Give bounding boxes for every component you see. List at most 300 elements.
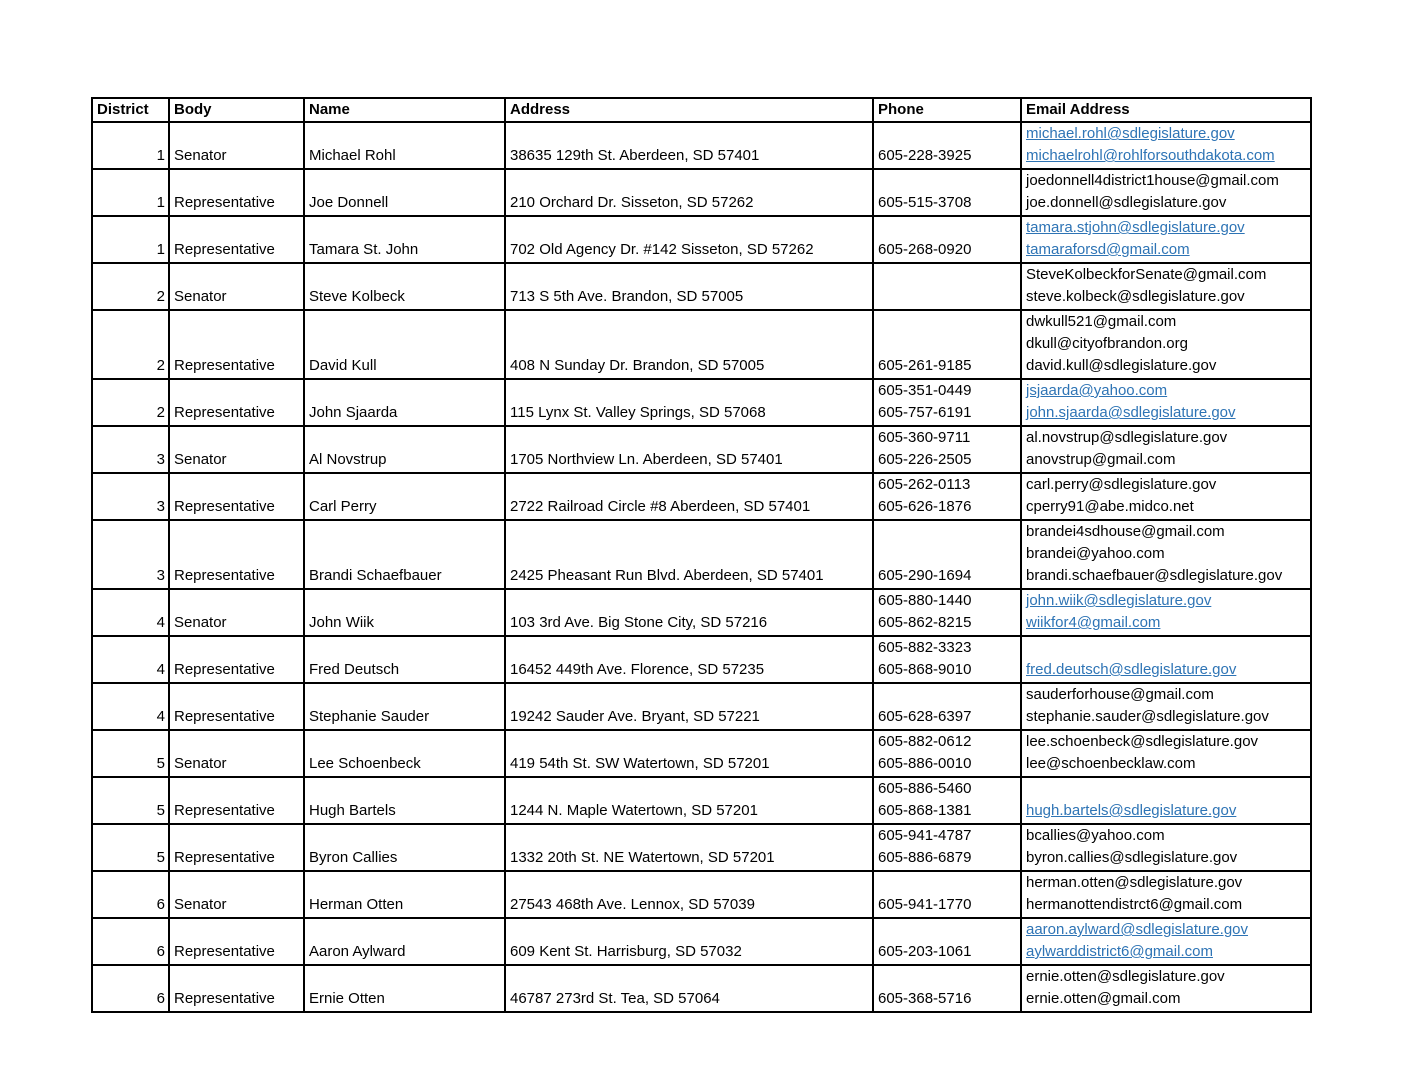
email-line xyxy=(1026,217,1307,239)
name-cell xyxy=(304,871,505,918)
district-value: 6 xyxy=(156,943,165,960)
name-cell xyxy=(304,918,505,965)
email-line xyxy=(1026,449,1307,471)
email-text: brandei4sdhouse@gmail.com xyxy=(1026,523,1225,540)
table-row xyxy=(92,589,1311,636)
body-value: Senator xyxy=(174,614,227,631)
district-cell xyxy=(92,379,169,426)
table-row xyxy=(92,216,1311,263)
body-cell xyxy=(169,473,304,520)
name-value: Byron Callies xyxy=(309,849,398,866)
email-text: ernie.otten@sdlegislature.gov xyxy=(1026,968,1225,985)
email-cell xyxy=(1021,871,1311,918)
body-value: Representative xyxy=(174,661,275,678)
address-cell xyxy=(505,824,873,871)
email-text: brandi.schaefbauer@sdlegislature.gov xyxy=(1026,567,1283,584)
body-cell xyxy=(169,683,304,730)
email-cell xyxy=(1021,169,1311,216)
email-cell xyxy=(1021,263,1311,310)
district-value: 5 xyxy=(156,802,165,819)
table-row xyxy=(92,730,1311,777)
district-value: 2 xyxy=(156,404,165,421)
email-line xyxy=(1026,355,1307,377)
phone-value: 605-262-0113 xyxy=(878,476,971,493)
phone-cell xyxy=(873,310,1021,379)
email-text: lee.schoenbeck@sdlegislature.gov xyxy=(1026,733,1259,750)
district-value: 1 xyxy=(156,194,165,211)
body-value: Senator xyxy=(174,147,227,164)
table-row xyxy=(92,918,1311,965)
email-link[interactable]: hugh.bartels@sdlegislature.gov xyxy=(1026,802,1237,819)
phone-value: 605-351-0449 xyxy=(878,382,972,399)
body-value: Senator xyxy=(174,755,227,772)
email-line xyxy=(1026,123,1307,145)
phone-value: 605-515-3708 xyxy=(878,194,972,211)
district-cell xyxy=(92,824,169,871)
email-line xyxy=(1026,543,1307,565)
name-cell xyxy=(304,122,505,169)
email-cell xyxy=(1021,824,1311,871)
email-text: herman.otten@sdlegislature.gov xyxy=(1026,874,1243,891)
district-value: 6 xyxy=(156,896,165,913)
name-value: Aaron Aylward xyxy=(309,943,406,960)
table-row xyxy=(92,122,1311,169)
email-cell xyxy=(1021,379,1311,426)
email-line xyxy=(1026,521,1307,543)
district-cell xyxy=(92,310,169,379)
body-value: Senator xyxy=(174,896,227,913)
phone-cell xyxy=(873,871,1021,918)
email-link[interactable]: fred.deutsch@sdlegislature.gov xyxy=(1026,661,1237,678)
email-text: joe.donnell@sdlegislature.gov xyxy=(1026,194,1227,211)
address-cell xyxy=(505,216,873,263)
name-value: Fred Deutsch xyxy=(309,661,400,678)
district-cell xyxy=(92,520,169,589)
body-cell xyxy=(169,216,304,263)
email-text: ernie.otten@gmail.com xyxy=(1026,990,1181,1007)
email-text: byron.callies@sdlegislature.gov xyxy=(1026,849,1238,866)
body-cell xyxy=(169,636,304,683)
name-value: John Sjaarda xyxy=(309,404,398,421)
email-text: anovstrup@gmail.com xyxy=(1026,451,1176,468)
phone-value: 605-628-6397 xyxy=(878,708,972,725)
email-cell xyxy=(1021,965,1311,1012)
email-text: carl.perry@sdlegislature.gov xyxy=(1026,476,1217,493)
phone-cell xyxy=(873,379,1021,426)
district-cell xyxy=(92,965,169,1012)
district-cell xyxy=(92,426,169,473)
email-text: SteveKolbeckforSenate@gmail.com xyxy=(1026,266,1267,283)
name-value: Michael Rohl xyxy=(309,147,396,164)
address-value: 210 Orchard Dr. Sisseton, SD 57262 xyxy=(510,194,754,211)
district-value: 2 xyxy=(156,288,165,305)
email-text: joedonnell4district1house@gmail.com xyxy=(1026,172,1279,189)
address-cell xyxy=(505,589,873,636)
email-line xyxy=(1026,941,1307,963)
phone-cell xyxy=(873,918,1021,965)
name-value: Brandi Schaefbauer xyxy=(309,567,442,584)
name-cell xyxy=(304,824,505,871)
phone-value: 605-261-9185 xyxy=(878,357,972,374)
phone-value: 605-360-9711 xyxy=(878,429,971,446)
district-cell xyxy=(92,169,169,216)
email-link[interactable]: aaron.aylward@sdlegislature.gov xyxy=(1026,921,1249,938)
address-cell xyxy=(505,730,873,777)
address-value: 16452 449th Ave. Florence, SD 57235 xyxy=(510,661,765,678)
name-value: Carl Perry xyxy=(309,498,377,515)
address-value: 609 Kent St. Harrisburg, SD 57032 xyxy=(510,943,742,960)
spreadsheet-page xyxy=(91,97,1312,1013)
name-value: Al Novstrup xyxy=(309,451,387,468)
email-line xyxy=(1026,264,1307,286)
phone-value: 605-268-0920 xyxy=(878,241,972,258)
name-cell xyxy=(304,169,505,216)
phone-value: 605-886-6879 xyxy=(878,849,972,866)
body-cell xyxy=(169,730,304,777)
legislators-table xyxy=(91,97,1312,1013)
address-cell xyxy=(505,122,873,169)
phone-cell xyxy=(873,216,1021,263)
district-cell xyxy=(92,918,169,965)
name-value: Lee Schoenbeck xyxy=(309,755,421,772)
email-cell xyxy=(1021,216,1311,263)
table-row xyxy=(92,426,1311,473)
address-value: 19242 Sauder Ave. Bryant, SD 57221 xyxy=(510,708,760,725)
name-cell xyxy=(304,426,505,473)
name-cell xyxy=(304,965,505,1012)
district-value: 4 xyxy=(156,614,165,631)
email-line xyxy=(1026,778,1307,800)
email-line xyxy=(1026,192,1307,214)
district-cell xyxy=(92,263,169,310)
table-row xyxy=(92,683,1311,730)
name-value: Steve Kolbeck xyxy=(309,288,405,305)
district-value: 6 xyxy=(156,990,165,1007)
address-cell xyxy=(505,169,873,216)
table-row xyxy=(92,520,1311,589)
email-link[interactable]: john.sjaarda@sdlegislature.gov xyxy=(1026,404,1236,421)
header-row xyxy=(92,98,1311,122)
phone-cell xyxy=(873,122,1021,169)
address-value: 713 S 5th Ave. Brandon, SD 57005 xyxy=(510,288,744,305)
email-text: lee@schoenbecklaw.com xyxy=(1026,755,1196,772)
district-cell xyxy=(92,216,169,263)
body-cell xyxy=(169,871,304,918)
name-value: Tamara St. John xyxy=(309,241,419,258)
address-cell xyxy=(505,871,873,918)
phone-value: 605-226-2505 xyxy=(878,451,972,468)
district-value: 3 xyxy=(156,567,165,584)
phone-cell xyxy=(873,473,1021,520)
table-row xyxy=(92,310,1311,379)
name-cell xyxy=(304,589,505,636)
email-text: steve.kolbeck@sdlegislature.gov xyxy=(1026,288,1245,305)
name-cell xyxy=(304,683,505,730)
district-cell xyxy=(92,589,169,636)
phone-value: 605-626-1876 xyxy=(878,498,972,515)
column-header-name: Name xyxy=(304,98,505,122)
phone-cell xyxy=(873,263,1021,310)
email-link[interactable]: michaelrohl@rohlforsouthdakota.com xyxy=(1026,147,1275,164)
name-cell xyxy=(304,777,505,824)
phone-cell xyxy=(873,683,1021,730)
body-value: Representative xyxy=(174,357,275,374)
email-line xyxy=(1026,847,1307,869)
table-row xyxy=(92,824,1311,871)
email-cell xyxy=(1021,589,1311,636)
address-value: 103 3rd Ave. Big Stone City, SD 57216 xyxy=(510,614,768,631)
email-cell xyxy=(1021,473,1311,520)
phone-value: 605-203-1061 xyxy=(878,943,972,960)
address-value: 115 Lynx St. Valley Springs, SD 57068 xyxy=(510,404,766,421)
phone-value: 605-886-5460 xyxy=(878,780,972,797)
email-link[interactable]: wiikfor4@gmail.com xyxy=(1026,614,1161,631)
email-link[interactable]: tamara.stjohn@sdlegislature.gov xyxy=(1026,219,1245,236)
email-line xyxy=(1026,590,1307,612)
email-text: brandei@yahoo.com xyxy=(1026,545,1165,562)
body-value: Senator xyxy=(174,451,227,468)
address-value: 1332 20th St. NE Watertown, SD 57201 xyxy=(510,849,775,866)
phone-cell xyxy=(873,589,1021,636)
column-header-body: Body xyxy=(169,98,304,122)
district-value: 4 xyxy=(156,661,165,678)
email-line xyxy=(1026,565,1307,587)
email-line xyxy=(1026,706,1307,728)
body-value: Representative xyxy=(174,498,275,515)
phone-value: 605-228-3925 xyxy=(878,147,972,164)
phone-cell xyxy=(873,730,1021,777)
address-value: 419 54th St. SW Watertown, SD 57201 xyxy=(510,755,770,772)
district-value: 3 xyxy=(156,451,165,468)
email-line xyxy=(1026,427,1307,449)
district-cell xyxy=(92,636,169,683)
table-row xyxy=(92,777,1311,824)
email-line xyxy=(1026,170,1307,192)
email-line xyxy=(1026,402,1307,424)
name-value: Hugh Bartels xyxy=(309,802,396,819)
name-cell xyxy=(304,473,505,520)
body-value: Representative xyxy=(174,943,275,960)
email-text: david.kull@sdlegislature.gov xyxy=(1026,357,1217,374)
name-cell xyxy=(304,520,505,589)
phone-value: 605-882-3323 xyxy=(878,639,972,656)
address-cell xyxy=(505,777,873,824)
name-cell xyxy=(304,379,505,426)
district-value: 3 xyxy=(156,498,165,515)
district-cell xyxy=(92,871,169,918)
body-cell xyxy=(169,122,304,169)
phone-cell xyxy=(873,520,1021,589)
district-value: 4 xyxy=(156,708,165,725)
name-value: Joe Donnell xyxy=(309,194,389,211)
address-value: 27543 468th Ave. Lennox, SD 57039 xyxy=(510,896,755,913)
table-row xyxy=(92,473,1311,520)
phone-cell xyxy=(873,169,1021,216)
phone-cell xyxy=(873,777,1021,824)
body-value: Representative xyxy=(174,849,275,866)
district-cell xyxy=(92,777,169,824)
phone-value: 605-868-1381 xyxy=(878,802,972,819)
column-header-address: Address xyxy=(505,98,873,122)
phone-value: 605-880-1440 xyxy=(878,592,972,609)
email-text: cperry91@abe.midco.net xyxy=(1026,498,1194,515)
phone-cell xyxy=(873,824,1021,871)
name-value: David Kull xyxy=(309,357,377,374)
name-value: Stephanie Sauder xyxy=(309,708,430,725)
email-line xyxy=(1026,474,1307,496)
district-value: 1 xyxy=(156,241,165,258)
table-row xyxy=(92,871,1311,918)
district-value: 5 xyxy=(156,849,165,866)
district-cell xyxy=(92,730,169,777)
phone-value: 605-290-1694 xyxy=(878,567,972,584)
address-cell xyxy=(505,473,873,520)
email-line xyxy=(1026,684,1307,706)
body-cell xyxy=(169,824,304,871)
email-text: bcallies@yahoo.com xyxy=(1026,827,1165,844)
email-text: dkull@cityofbrandon.org xyxy=(1026,335,1188,352)
email-text: stephanie.sauder@sdlegislature.gov xyxy=(1026,708,1269,725)
email-line xyxy=(1026,286,1307,308)
body-cell xyxy=(169,263,304,310)
email-link[interactable]: michael.rohl@sdlegislature.gov xyxy=(1026,125,1235,142)
email-line xyxy=(1026,380,1307,402)
email-cell xyxy=(1021,777,1311,824)
body-cell xyxy=(169,379,304,426)
email-line xyxy=(1026,966,1307,988)
address-cell xyxy=(505,426,873,473)
name-cell xyxy=(304,310,505,379)
address-value: 408 N Sunday Dr. Brandon, SD 57005 xyxy=(510,357,765,374)
address-cell xyxy=(505,636,873,683)
address-value: 38635 129th St. Aberdeen, SD 57401 xyxy=(510,147,760,164)
phone-value: 605-941-4787 xyxy=(878,827,972,844)
address-cell xyxy=(505,683,873,730)
body-cell xyxy=(169,918,304,965)
email-text: al.novstrup@sdlegislature.gov xyxy=(1026,429,1228,446)
phone-value: 605-886-0010 xyxy=(878,755,972,772)
address-value: 1244 N. Maple Watertown, SD 57201 xyxy=(510,802,758,819)
body-value: Representative xyxy=(174,990,275,1007)
email-line xyxy=(1026,872,1307,894)
email-cell xyxy=(1021,918,1311,965)
email-cell xyxy=(1021,730,1311,777)
name-value: Ernie Otten xyxy=(309,990,385,1007)
table-row xyxy=(92,169,1311,216)
address-cell xyxy=(505,379,873,426)
column-header-phone: Phone xyxy=(873,98,1021,122)
email-text: hermanottendistrct6@gmail.com xyxy=(1026,896,1243,913)
email-link[interactable]: john.wiik@sdlegislature.gov xyxy=(1026,592,1212,609)
address-value: 2425 Pheasant Run Blvd. Aberdeen, SD 57401 xyxy=(510,567,824,584)
email-line xyxy=(1026,753,1307,775)
district-value: 2 xyxy=(156,357,165,374)
phone-cell xyxy=(873,636,1021,683)
email-link[interactable]: jsjaarda@yahoo.com xyxy=(1026,382,1168,399)
email-cell xyxy=(1021,310,1311,379)
email-line xyxy=(1026,239,1307,261)
email-line xyxy=(1026,800,1307,822)
address-cell xyxy=(505,918,873,965)
table-row xyxy=(92,636,1311,683)
body-cell xyxy=(169,520,304,589)
body-value: Representative xyxy=(174,708,275,725)
email-line xyxy=(1026,919,1307,941)
email-cell xyxy=(1021,636,1311,683)
body-value: Representative xyxy=(174,567,275,584)
body-cell xyxy=(169,310,304,379)
name-value: John Wiik xyxy=(309,614,375,631)
body-value: Senator xyxy=(174,288,227,305)
phone-value: 605-757-6191 xyxy=(878,404,972,421)
email-line xyxy=(1026,612,1307,634)
district-value: 5 xyxy=(156,755,165,772)
body-cell xyxy=(169,426,304,473)
email-link[interactable]: aylwarddistrict6@gmail.com xyxy=(1026,943,1213,960)
body-cell xyxy=(169,777,304,824)
email-line xyxy=(1026,825,1307,847)
address-cell xyxy=(505,310,873,379)
phone-cell xyxy=(873,965,1021,1012)
table-row xyxy=(92,379,1311,426)
email-line xyxy=(1026,659,1307,681)
table-body xyxy=(92,122,1311,1012)
email-line xyxy=(1026,731,1307,753)
phone-value: 605-868-9010 xyxy=(878,661,972,678)
name-value: Herman Otten xyxy=(309,896,404,913)
email-text: sauderforhouse@gmail.com xyxy=(1026,686,1214,703)
name-cell xyxy=(304,730,505,777)
address-value: 702 Old Agency Dr. #142 Sisseton, SD 57262 xyxy=(510,241,814,258)
address-cell xyxy=(505,965,873,1012)
body-cell xyxy=(169,965,304,1012)
phone-value: 605-862-8215 xyxy=(878,614,972,631)
email-line xyxy=(1026,333,1307,355)
email-cell xyxy=(1021,520,1311,589)
email-line xyxy=(1026,145,1307,167)
email-text: dwkull521@gmail.com xyxy=(1026,313,1177,330)
body-value: Representative xyxy=(174,194,275,211)
email-cell xyxy=(1021,122,1311,169)
email-link[interactable]: tamaraforsd@gmail.com xyxy=(1026,241,1190,258)
address-value: 1705 Northview Ln. Aberdeen, SD 57401 xyxy=(510,451,783,468)
body-cell xyxy=(169,589,304,636)
phone-value: 605-941-1770 xyxy=(878,896,972,913)
body-value: Representative xyxy=(174,802,275,819)
body-cell xyxy=(169,169,304,216)
email-line xyxy=(1026,496,1307,518)
email-line xyxy=(1026,311,1307,333)
phone-value: 605-368-5716 xyxy=(878,990,972,1007)
phone-value: 605-882-0612 xyxy=(878,733,972,750)
email-line xyxy=(1026,637,1307,659)
table-row xyxy=(92,263,1311,310)
column-header-email-address: Email Address xyxy=(1021,98,1311,122)
district-cell xyxy=(92,683,169,730)
email-line xyxy=(1026,894,1307,916)
email-line xyxy=(1026,988,1307,1010)
email-cell xyxy=(1021,426,1311,473)
email-cell xyxy=(1021,683,1311,730)
body-value: Representative xyxy=(174,404,275,421)
name-cell xyxy=(304,263,505,310)
address-cell xyxy=(505,263,873,310)
body-value: Representative xyxy=(174,241,275,258)
name-cell xyxy=(304,636,505,683)
phone-cell xyxy=(873,426,1021,473)
district-cell xyxy=(92,473,169,520)
district-cell xyxy=(92,122,169,169)
